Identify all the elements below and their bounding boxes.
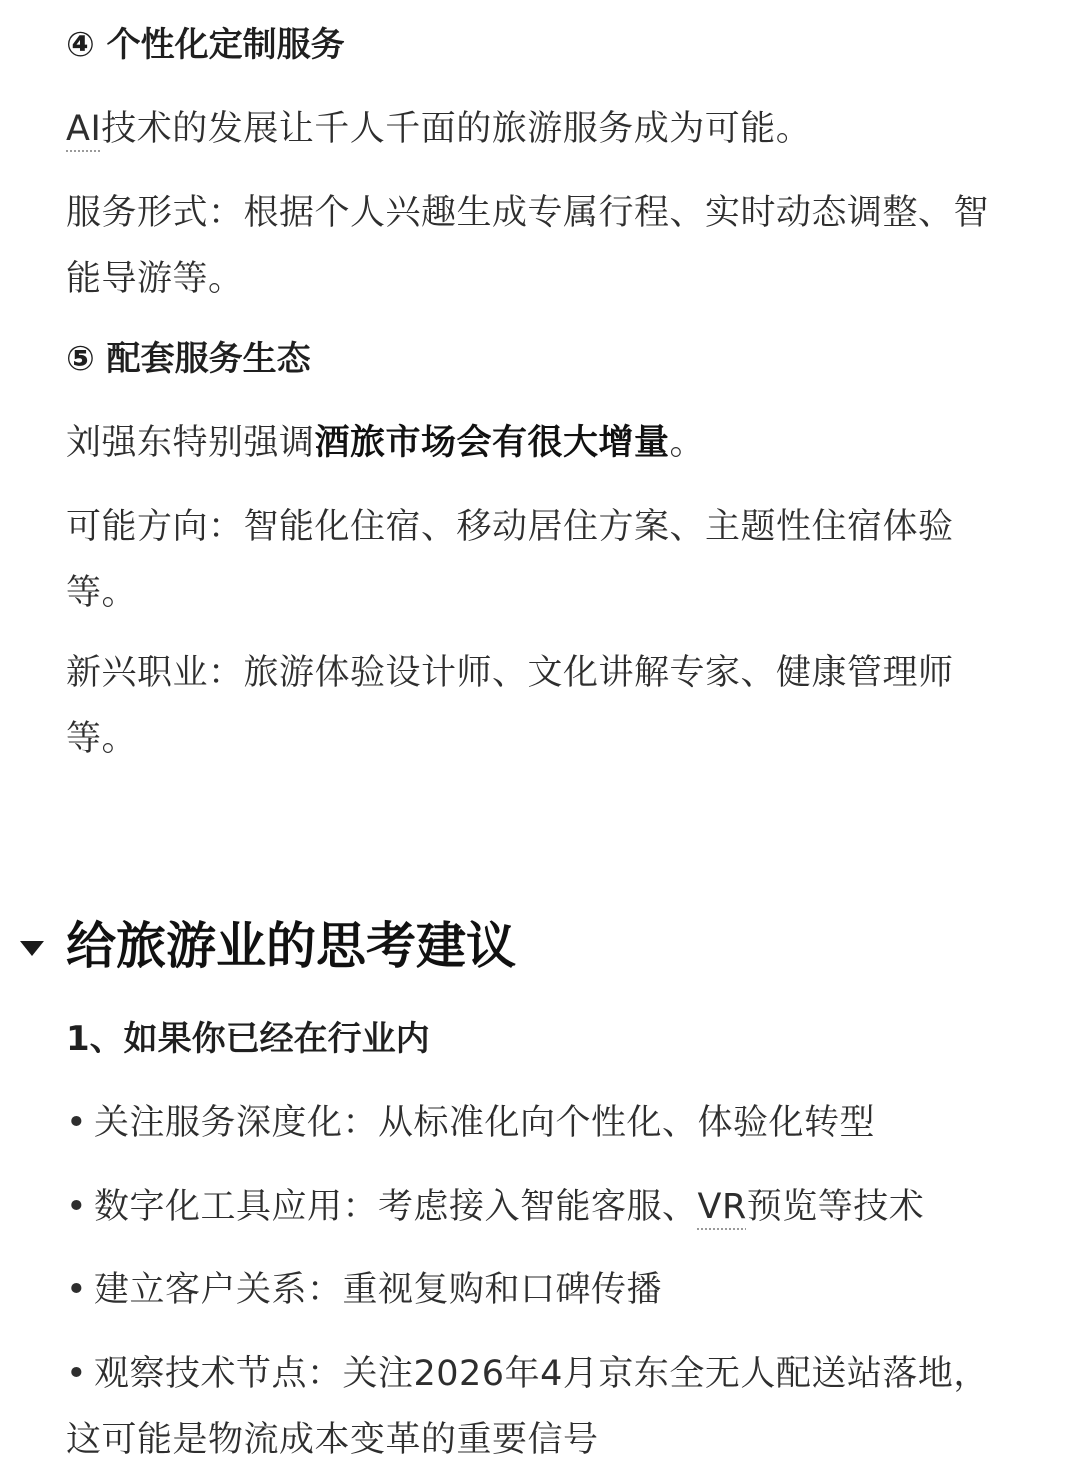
ai-term[interactable]: AI (66, 109, 102, 149)
quote-bold: 酒旅市场会有很大增量 (314, 423, 670, 463)
advice-item-2 (66, 1174, 1010, 1240)
advice-item-2-text-a: 数字化工具应用：考虑接入智能客服、 (94, 1187, 698, 1227)
advice-item-3 (66, 1257, 1010, 1323)
bullet-icon: • (66, 1270, 88, 1310)
advice-item-1 (66, 1090, 1010, 1156)
quote-prefix: 刘强东特别强调 (66, 423, 315, 463)
section-5-new-jobs: 新兴职业：旅游体验设计师、文化讲解专家、健康管理师等。 (66, 653, 954, 759)
advice-item-3-text: 建立客户关系：重视复购和口碑传播 (94, 1270, 663, 1310)
quote-suffix: 。 (669, 423, 706, 463)
section-4-intro (66, 96, 1010, 162)
vr-term[interactable]: VR (697, 1187, 747, 1227)
collapse-caret-icon[interactable] (20, 941, 44, 956)
section-4-heading: ④ 个性化定制服务 (66, 25, 345, 65)
advice-item-4-text: 观察技术节点：关注2026年4月京东全无人配送站落地，这可能是物流成本变革的重要信号 (66, 1354, 989, 1460)
advice-item-4 (66, 1341, 1010, 1473)
bullet-icon: • (66, 1354, 88, 1394)
advice-section-title: 给旅游业的思考建议 (66, 917, 516, 975)
section-5-heading: ⑤ 配套服务生态 (66, 339, 311, 379)
bullet-icon: • (66, 1187, 88, 1227)
section-4-service-forms: 服务形式：根据个人兴趣生成专属行程、实时动态调整、智能导游等。 (66, 193, 990, 299)
section-5-directions: 可能方向：智能化住宿、移动居住方案、主题性住宿体验等。 (66, 507, 954, 613)
advice-item-1-text: 关注服务深度化：从标准化向个性化、体验化转型 (94, 1103, 876, 1143)
advice-item-2-text-b: 预览等技术 (746, 1187, 925, 1227)
bullet-icon: • (66, 1103, 88, 1143)
section-5-quote (66, 410, 1010, 476)
section-4-intro-text: 技术的发展让千人千面的旅游服务成为可能。 (101, 109, 812, 149)
advice-section-heading[interactable] (20, 910, 516, 982)
advice-subheading-1: 1、如果你已经在行业内 (66, 1019, 430, 1059)
